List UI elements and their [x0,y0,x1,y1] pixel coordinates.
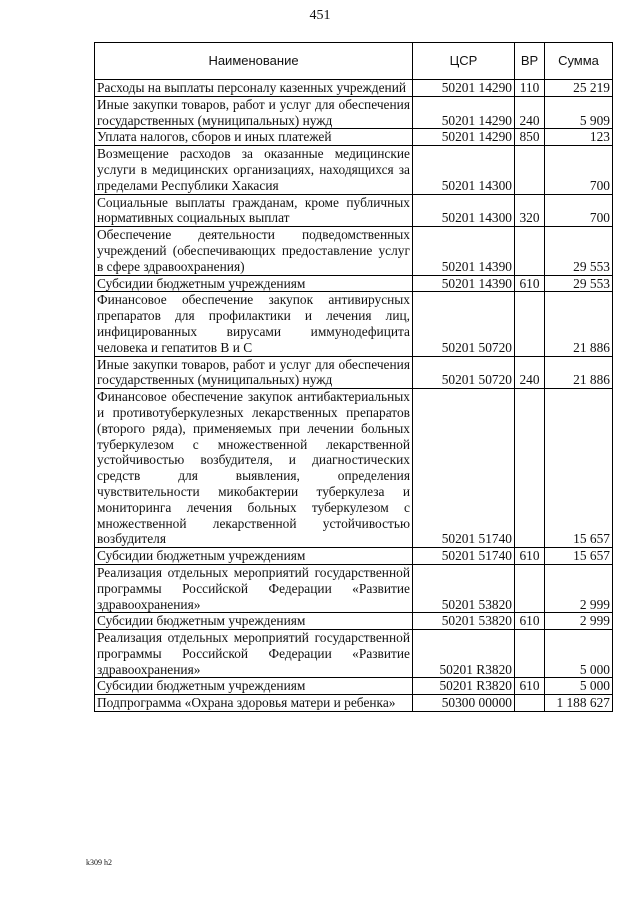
row-code: 50201 51740 [413,389,515,548]
table-row [95,129,613,146]
row-name: Субсидии бюджетным учреждениям [95,275,413,292]
row-name: Субсидии бюджетным учреждениям [95,678,413,695]
row-sum: 700 [545,194,613,227]
row-name: Субсидии бюджетным учреждениям [95,548,413,565]
row-vr: 240 [515,356,545,389]
row-code: 50201 14300 [413,146,515,194]
row-vr: 240 [515,96,545,129]
row-vr [515,146,545,194]
row-code: 50300 00000 [413,695,515,712]
row-vr [515,695,545,712]
row-sum: 2 999 [545,564,613,612]
row-vr: 320 [515,194,545,227]
header-sum: Сумма [545,43,613,80]
table-row [95,695,613,712]
table-row [95,227,613,275]
table-row [95,96,613,129]
row-vr: 850 [515,129,545,146]
row-code: 50201 14290 [413,129,515,146]
table-row [95,630,613,678]
row-code: 50201 50720 [413,356,515,389]
row-sum: 21 886 [545,356,613,389]
row-name: Уплата налогов, сборов и иных платежей [95,129,413,146]
row-sum: 700 [545,146,613,194]
table-row [95,146,613,194]
page-number: 451 [309,8,331,23]
row-sum: 29 553 [545,275,613,292]
row-sum: 21 886 [545,292,613,356]
row-vr [515,389,545,548]
row-sum: 2 999 [545,613,613,630]
row-name: Реализация отдельных мероприятий государственной программы Российской Федерации «Развитие здравоохранения» [95,564,413,612]
row-name: Финансовое обеспечение закупок антивирусных препаратов для профилактики и лечения лиц, инфицированных вирусами иммунодефицита человека и гепатитов В и С [95,292,413,356]
table-header-row [95,43,613,80]
header-code: ЦСР [413,43,515,80]
row-code: 50201 51740 [413,548,515,565]
row-vr [515,292,545,356]
row-sum: 5 000 [545,630,613,678]
row-code: 50201 53820 [413,564,515,612]
row-name: Возмещение расходов за оказанные медицинские услуги в медицинских организациях, находящихся за пределами Республики Хакасия [95,146,413,194]
row-vr: 610 [515,275,545,292]
row-name: Расходы на выплаты персоналу казенных учреждений [95,80,413,97]
row-code: 50201 14290 [413,80,515,97]
row-name: Подпрограмма «Охрана здоровья матери и ребенка» [95,695,413,712]
table-row [95,678,613,695]
row-code: 50201 R3820 [413,630,515,678]
row-sum: 5 909 [545,96,613,129]
row-vr: 110 [515,80,545,97]
header-name: Наименование [95,43,413,80]
table-row [95,292,613,356]
row-code: 50201 50720 [413,292,515,356]
table-row [95,548,613,565]
table-row [95,356,613,389]
row-sum: 123 [545,129,613,146]
row-sum: 15 657 [545,548,613,565]
row-code: 50201 14390 [413,227,515,275]
row-vr [515,630,545,678]
row-name: Обеспечение деятельности подведомственных учреждений (обеспечивающих предоставление услуг в сфере здравоохранения) [95,227,413,275]
row-code: 50201 14300 [413,194,515,227]
row-sum: 15 657 [545,389,613,548]
row-vr: 610 [515,678,545,695]
row-sum: 25 219 [545,80,613,97]
table-row [95,80,613,97]
header-vr: ВР [515,43,545,80]
row-sum: 1 188 627 [545,695,613,712]
table-row [95,275,613,292]
table-row [95,613,613,630]
row-vr [515,564,545,612]
row-code: 50201 R3820 [413,678,515,695]
row-vr: 610 [515,613,545,630]
table-row [95,194,613,227]
row-sum: 29 553 [545,227,613,275]
table-row [95,564,613,612]
row-sum: 5 000 [545,678,613,695]
row-name: Иные закупки товаров, работ и услуг для обеспечения государственных (муниципальных) нужд [95,356,413,389]
row-code: 50201 14390 [413,275,515,292]
table-row [95,389,613,548]
row-name: Субсидии бюджетным учреждениям [95,613,413,630]
row-code: 50201 53820 [413,613,515,630]
row-name: Социальные выплаты гражданам, кроме публичных нормативных социальных выплат [95,194,413,227]
row-code: 50201 14290 [413,96,515,129]
row-name: Реализация отдельных мероприятий государственной программы Российской Федерации «Развитие здравоохранения» [95,630,413,678]
row-name: Иные закупки товаров, работ и услуг для обеспечения государственных (муниципальных) нужд [95,96,413,129]
row-vr [515,227,545,275]
row-vr: 610 [515,548,545,565]
row-name: Финансовое обеспечение закупок антибактериальных и противотуберкулезных лекарственных препаратов (второго ряда), применяемых при лечении больных туберкулезом с множественной лекарственной устойчивостью возбудителя, и диагностических средств для выявления, определения чувствительности микобактерии туберкулеза и мониторинга лечения больных туберкулезом с множественной лекарственной устойчивостью возбудителя [95,389,413,548]
budget-table [94,42,613,712]
footer-code: k309 h2 [86,858,112,867]
